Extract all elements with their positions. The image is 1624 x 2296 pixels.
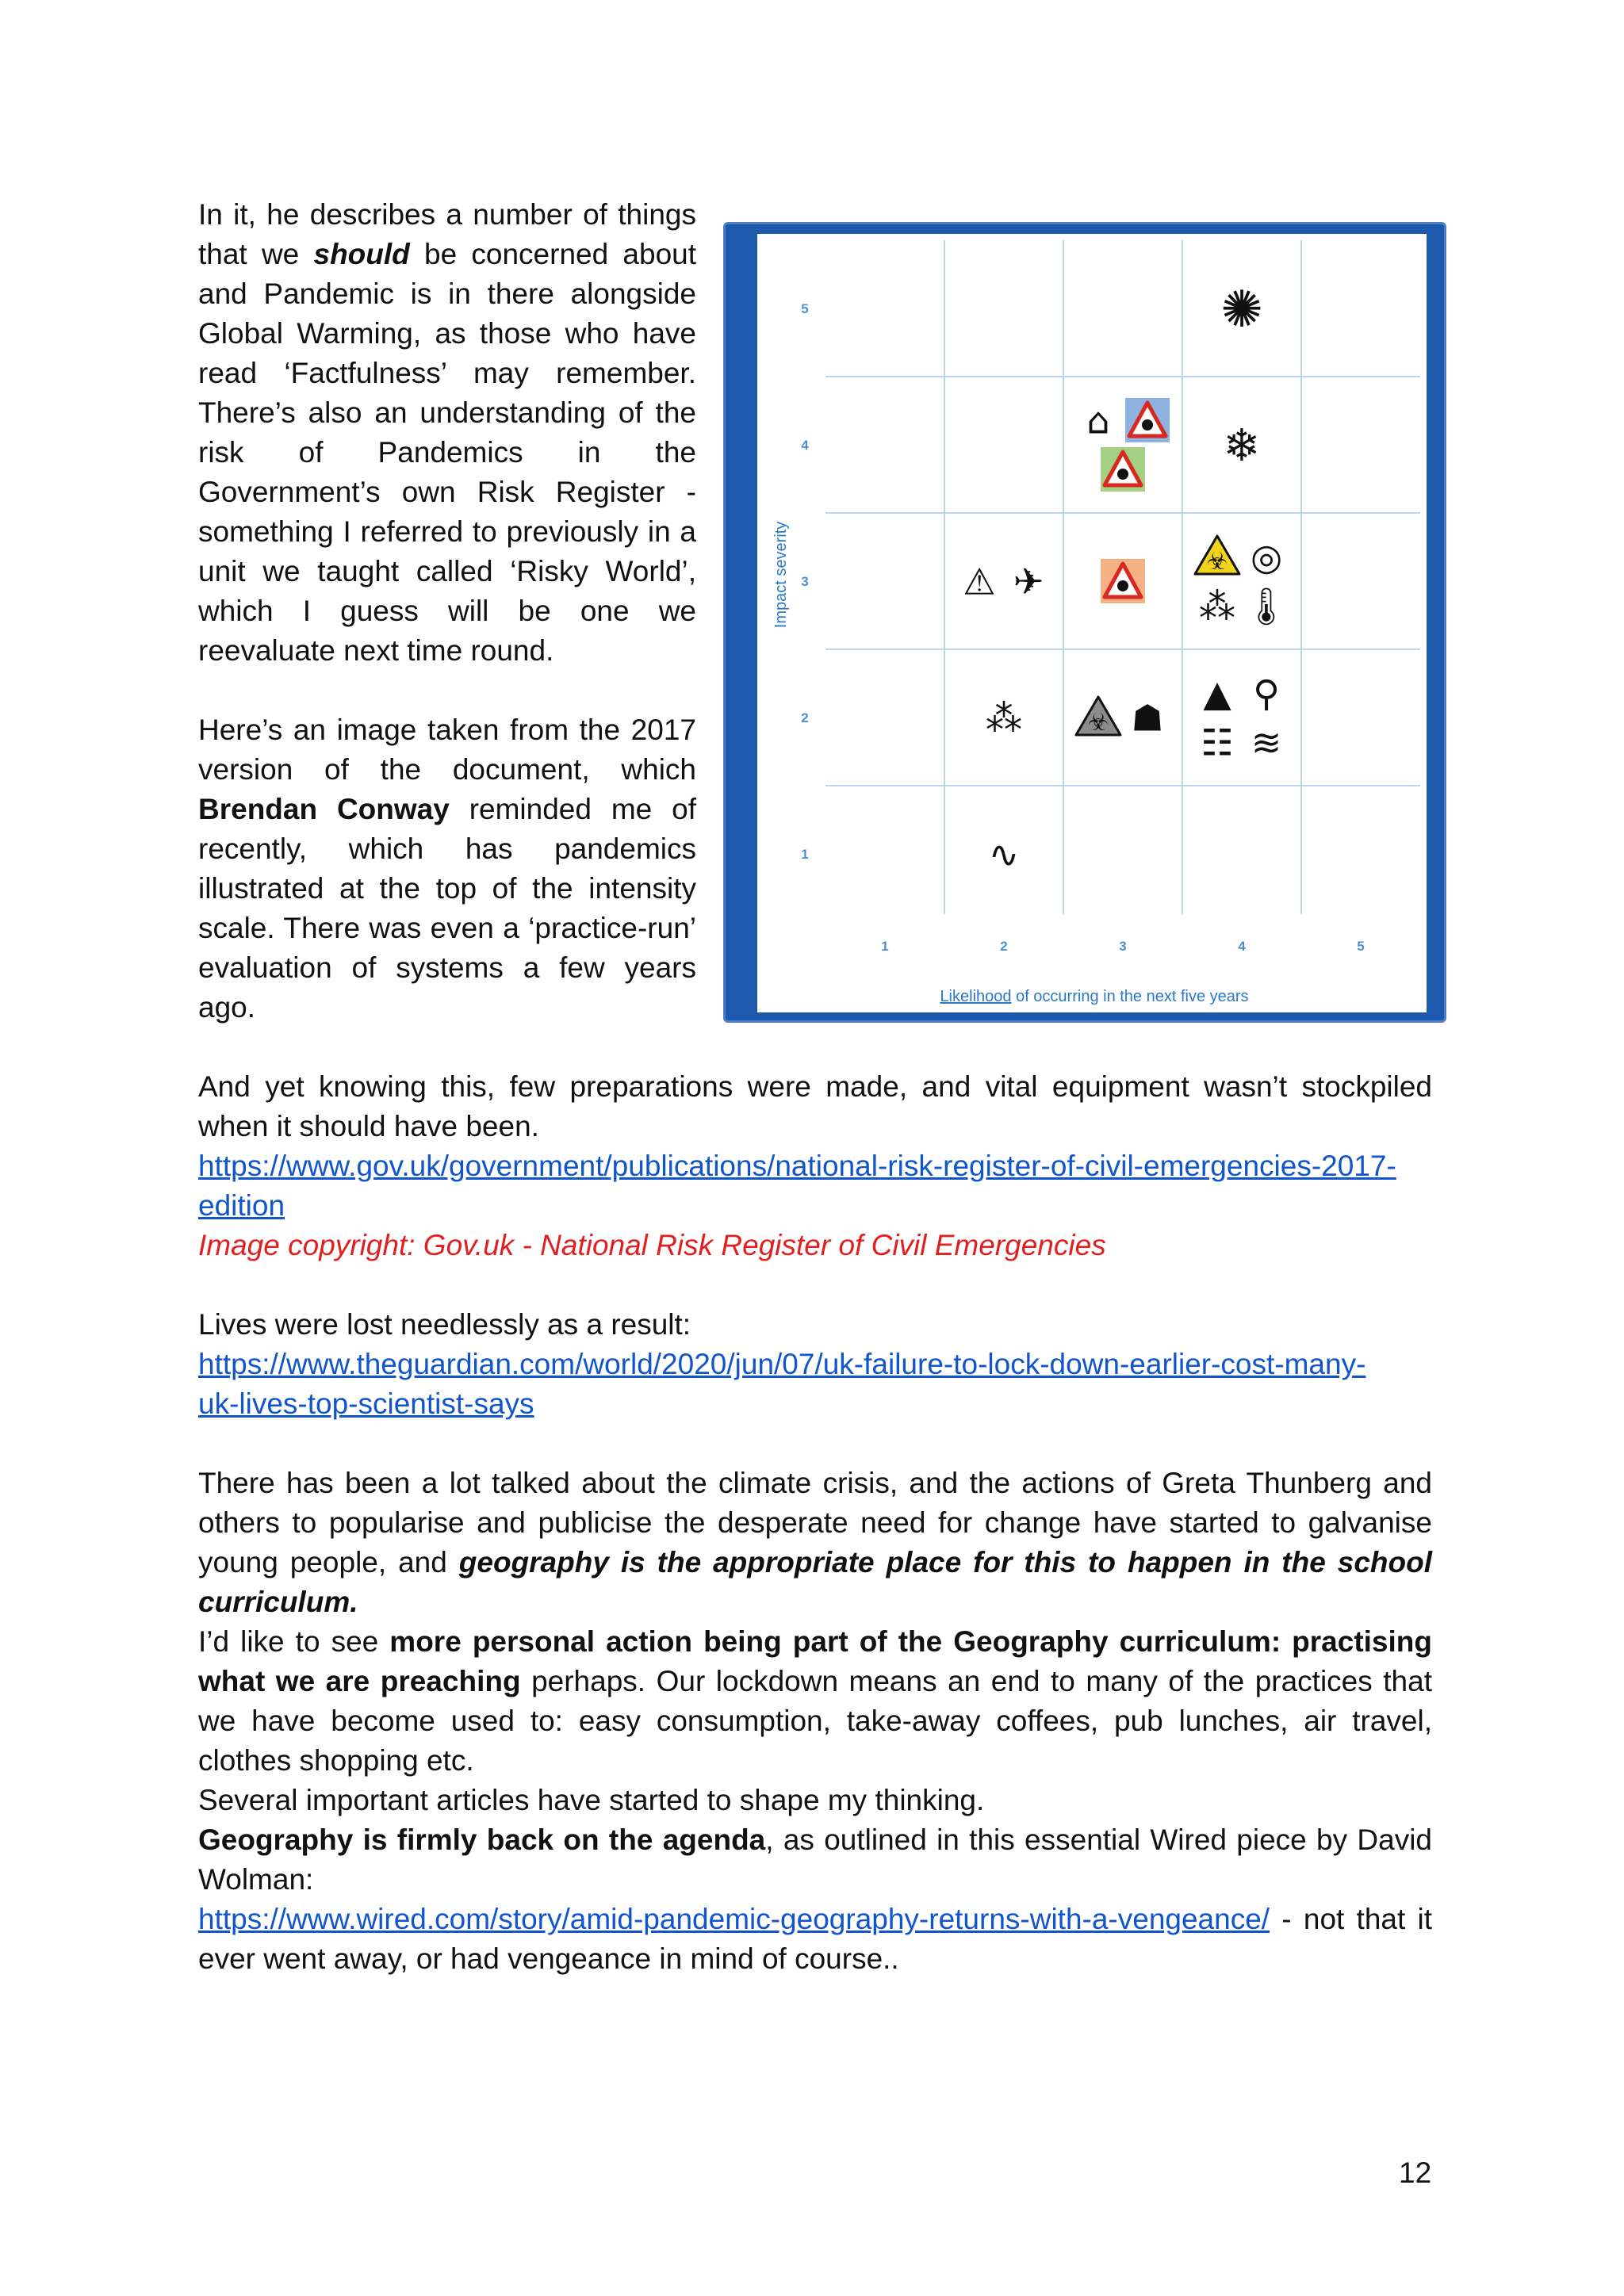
- emphasis-personal-action: more personal action being part of the Geography curriculum: practising what we are preaching: [198, 1625, 1432, 1697]
- body-paragraph-lives-lost: Lives were lost needlessly as a result:: [198, 1308, 691, 1341]
- link-guardian-block: [198, 1345, 1432, 1424]
- heatwave-icon: [1243, 585, 1289, 628]
- severe-winter-icon: [1224, 420, 1261, 472]
- volcanic-eruption-icon: [1203, 672, 1231, 715]
- link-text: https://www.gov.uk/government/publications/national-risk-register-of-civil-emergencies-2017-: [198, 1150, 1396, 1182]
- river-flooding-icon: [1101, 447, 1145, 492]
- link-guardian-article[interactable]: [198, 1348, 1365, 1420]
- icon-glyph: ⌂: [1086, 399, 1110, 442]
- link-text: uk-lives-top-scientist-says: [198, 1387, 534, 1420]
- x-tick-label: 4: [1238, 939, 1246, 954]
- icon-glyph: ≋: [1251, 721, 1282, 764]
- risk-matrix-figure: [723, 222, 1446, 1023]
- x-tick-label: 5: [1357, 939, 1365, 954]
- x-axis-title-underlined: Likelihood: [940, 988, 1012, 1005]
- poor-air-quality-icon: [1199, 585, 1235, 628]
- text-run: In it, he describes a number of things that we: [198, 198, 696, 270]
- page-number: 12: [1399, 2156, 1432, 2189]
- intro-column: [198, 195, 696, 1027]
- wildfire-icon: [986, 697, 1022, 740]
- body-paragraph-agenda: [198, 1820, 1432, 1900]
- icon-glyph: ⁂: [1199, 584, 1235, 628]
- icon-glyph: ◎: [1250, 535, 1283, 579]
- emphasis-should: should: [313, 238, 410, 270]
- pandemic-virus-icon: [1220, 281, 1263, 339]
- x-tick-label: 3: [1119, 939, 1127, 954]
- warning-symbol: [1142, 419, 1153, 430]
- link-text: edition: [198, 1189, 285, 1222]
- animal-disease-icon: [1195, 536, 1239, 576]
- link-wired-article[interactable]: https://www.wired.com/story/amid-pandemic-geography-returns-with-a-vengeance/: [198, 1903, 1270, 1935]
- body-paragraph-preparations: And yet knowing this, few preparations were made, and vital equipment wasn’t stockpiled when it should have been.: [198, 1070, 1432, 1142]
- warning-symbol: [1117, 469, 1128, 480]
- icon-glyph: ☗: [1131, 696, 1164, 740]
- intro-paragraph-2: [198, 710, 696, 1027]
- aviation-accident-icon: [1013, 561, 1044, 603]
- y-axis-title: Impact severity: [772, 521, 790, 629]
- icon-glyph: ▲: [1203, 672, 1231, 715]
- x-tick-label: 2: [1000, 939, 1008, 954]
- icon-glyph: ✈: [1013, 560, 1044, 603]
- y-tick-label: 3: [801, 574, 809, 589]
- image-copyright-note: Image copyright: Gov.uk - National Risk Register of Civil Emergencies: [198, 1229, 1106, 1261]
- paragraph-gap: [198, 1424, 1432, 1464]
- drought-icon: [1253, 672, 1280, 715]
- text-run: be concerned about and Pandemic is in there alongside Global Warming, as those who have read ‘Factfulness’ may remember. There’s also an understanding of the risk of Pandemics in the Government’s own Risk Register - something I referred to previously in a unit we taught called ‘Risky World’, which I guess will be one we reevaluate next time round.: [198, 238, 697, 667]
- person-name: Brendan Conway: [198, 793, 450, 825]
- icon-glyph: ⁂: [986, 696, 1022, 740]
- body-paragraph-climate: [198, 1464, 1432, 1622]
- icon-glyph: ⚲: [1253, 672, 1280, 715]
- text-run: perhaps. Our lockdown means an end to many of the practices that we have become used to: easy consumption, take-away coffees, pub lunches, air travel, clothes shopping etc.: [198, 1665, 1432, 1777]
- y-tick-label: 2: [801, 710, 809, 725]
- industrial-accident-icon: [963, 561, 995, 603]
- biohazard-symbol: ☣: [1087, 709, 1109, 737]
- surface-flooding-icon: [1101, 559, 1145, 603]
- icon-glyph: ❄: [1223, 420, 1261, 473]
- text-run: - not that it ever went away, or had vengeance in mind of course..: [198, 1903, 1432, 1975]
- warning-symbol: [1117, 580, 1128, 591]
- body-paragraph-personal-action: [198, 1622, 1432, 1781]
- storm-gale-icon: [1251, 721, 1282, 764]
- body-paragraph-articles: Several important articles have started to shape my thinking.: [198, 1784, 985, 1816]
- y-tick-label: 1: [801, 847, 809, 862]
- x-axis-title: [940, 988, 1248, 1005]
- text-run: Here’s an image taken from the 2017 version of the document, which: [198, 714, 696, 786]
- text-run: I’d like to see: [198, 1625, 390, 1658]
- industrial-action-icon: [1201, 721, 1233, 764]
- link-gov-uk-block: [198, 1146, 1432, 1226]
- body-column: [198, 1067, 1432, 1979]
- coastal-flooding-icon: [1125, 398, 1170, 442]
- link-text: https://www.theguardian.com/world/2020/jun/07/uk-failure-to-lock-down-earlier-cost-many-: [198, 1348, 1366, 1380]
- x-tick-label: 1: [881, 939, 889, 954]
- text-run: reminded me of recently, which has pandemics illustrated at the top of the intensity scale. There was even a ‘practice-run’ evaluation of systems a few years ago.: [198, 793, 696, 1024]
- emphasis-agenda: Geography is firmly back on the agenda: [198, 1823, 766, 1856]
- text-run: There has been a lot talked about the climate crisis, and the actions of Greta Thunberg and others to popularise and publicise the desperate need for change have started to galvanise young people, and: [198, 1467, 1432, 1578]
- biohazard-symbol: ☣: [1206, 548, 1228, 576]
- emphasis-geography: geography is the appropriate place for this to happen in the school curriculum.: [198, 1546, 1432, 1618]
- icon-glyph: ⚠: [963, 560, 996, 603]
- body-paragraph-wired: [198, 1900, 1432, 1979]
- y-tick-label: 5: [801, 301, 809, 316]
- space-weather-icon: [1251, 536, 1282, 579]
- intro-paragraph-1: [198, 195, 696, 671]
- risk-matrix-canvas: [757, 234, 1427, 1012]
- icon-glyph: ✺: [1220, 281, 1263, 340]
- public-disorder-icon: [1131, 697, 1163, 740]
- icon-glyph: ☷: [1201, 721, 1234, 764]
- y-tick-label: 4: [801, 438, 809, 453]
- paragraph-gap: [198, 1265, 1432, 1305]
- earthquake-icon: [989, 833, 1020, 876]
- icon-glyph: ∿: [988, 832, 1020, 876]
- paragraph-gap: [198, 671, 696, 710]
- link-gov-uk-risk-register[interactable]: [198, 1150, 1396, 1222]
- risk-matrix-chart: [762, 234, 1427, 1012]
- x-axis-title-rest: of occurring in the next five years: [1011, 988, 1249, 1005]
- text-run: , as outlined in this essential Wired piece by David Wolman:: [198, 1823, 1432, 1896]
- power-pylon-icon: [1086, 400, 1109, 442]
- icon-glyph: 🌡: [1243, 584, 1290, 628]
- biohazard-icon: [1076, 697, 1120, 737]
